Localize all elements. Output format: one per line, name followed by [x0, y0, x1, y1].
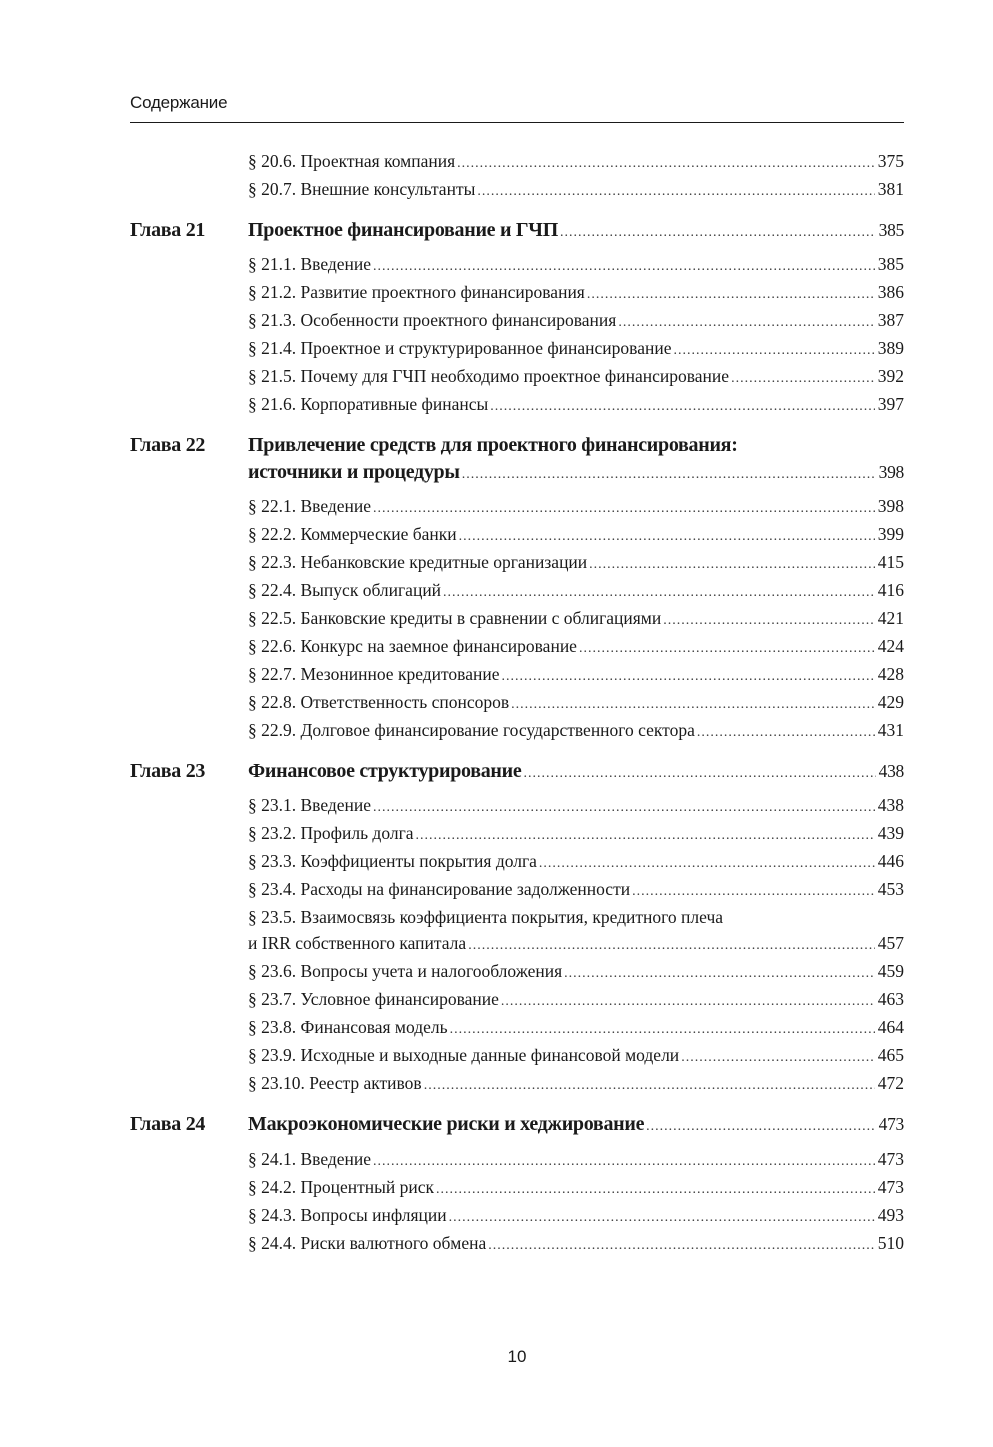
dot-leader [462, 467, 876, 483]
toc-entry-page: 446 [877, 851, 904, 871]
toc-entry-23-8 [248, 1017, 904, 1038]
toc-entry-page: 438 [877, 795, 904, 815]
toc-entry-label: § 23.1. Введение [248, 795, 372, 815]
toc-entry-label: § 23.6. Вопросы учета и налогообложения [248, 961, 563, 981]
toc-entry-page: 510 [877, 1233, 904, 1253]
toc-entry-page: 385 [878, 220, 904, 240]
toc-entry-20-6 [248, 151, 904, 172]
toc-entry-page: 392 [877, 366, 904, 386]
toc-entry-label: § 21.2. Развитие проектного финансирования [248, 282, 585, 302]
toc-entry-22-3 [248, 552, 904, 573]
dot-leader [490, 399, 875, 415]
toc-entry-page: 389 [877, 338, 904, 358]
toc-entry-label: § 22.6. Конкурс на заемное финансирование [248, 636, 577, 656]
dot-leader [632, 884, 875, 900]
toc-entry-24-3 [248, 1205, 904, 1226]
toc-entry-label: § 22.8. Ответственность спонсоров [248, 692, 510, 712]
dot-leader [488, 1238, 875, 1254]
toc-entry-page: 438 [878, 761, 904, 781]
dot-leader [459, 529, 875, 545]
toc-entry-label: § 24.4. Риски валютного обмена [248, 1233, 487, 1253]
toc-entry-label: § 23.2. Профиль долга [248, 823, 414, 843]
toc-entry-page: 473 [878, 1114, 904, 1134]
toc-entry-page: 463 [877, 989, 904, 1009]
chapter-24-label: Глава 24 [130, 1113, 206, 1135]
toc-entry-page: 493 [877, 1205, 904, 1225]
toc-entry-label: § 24.3. Вопросы инфляции [248, 1205, 447, 1225]
dot-leader [618, 315, 874, 331]
toc-entry-label: § 21.5. Почему для ГЧП необходимо проектное финансирование [248, 366, 730, 386]
toc-entry-23-5 [248, 933, 904, 954]
toc-entry-label: § 22.4. Выпуск облигаций [248, 580, 442, 600]
toc-entry-label: § 23.4. Расходы на финансирование задолженности [248, 879, 631, 899]
toc-entry-label: § 20.7. Внешние консультанты [248, 179, 476, 199]
toc-entry-page: 424 [877, 636, 904, 656]
toc-entry-label: § 23.8. Финансовая модель [248, 1017, 448, 1037]
dot-leader [443, 585, 875, 601]
dot-leader [673, 343, 874, 359]
dot-leader [579, 641, 875, 657]
toc-entry-page: 439 [877, 823, 904, 843]
toc-entry-page: 421 [877, 608, 904, 628]
toc-chapter-21 [248, 219, 904, 242]
toc-entry-label: § 23.9. Исходные и выходные данные финансовой модели [248, 1045, 680, 1065]
toc-entry-page: 453 [877, 879, 904, 899]
toc-entry-label: § 24.2. Процентный риск [248, 1177, 435, 1197]
chapter-22-label: Глава 22 [130, 434, 206, 456]
toc-entry-page: 399 [877, 524, 904, 544]
toc-entry-23-9 [248, 1045, 904, 1066]
dot-leader [501, 994, 875, 1010]
chapter-title: Финансовое структурирование [248, 760, 522, 782]
toc-entry-22-9 [248, 720, 904, 741]
toc-entry-label: § 22.2. Коммерческие банки [248, 524, 457, 544]
toc-entry-22-6 [248, 636, 904, 657]
chapter-23-label: Глава 23 [130, 760, 206, 782]
toc-entry-23-6 [248, 961, 904, 982]
toc-entry-label: § 21.4. Проектное и структурированное финансирование [248, 338, 672, 358]
toc-entry-20-7 [248, 179, 904, 200]
toc-entry-page: 398 [878, 462, 904, 482]
toc-entry-label: § 23.7. Условное финансирование [248, 989, 499, 1009]
toc-entry-page: 459 [877, 961, 904, 981]
toc-entry-label: § 22.7. Мезонинное кредитование [248, 664, 500, 684]
toc-entry-22-5 [248, 608, 904, 629]
dot-leader [564, 966, 875, 982]
toc-entry-page: 457 [877, 933, 904, 953]
toc-entry-24-4 [248, 1233, 904, 1254]
toc-entry-23-5-line1: § 23.5. Взаимосвязь коэффициента покрытия, кредитного плеча [248, 907, 724, 927]
toc-entry-23-10 [248, 1073, 904, 1094]
dot-leader [511, 697, 875, 713]
toc-entry-page: 397 [877, 394, 904, 414]
toc-entry-22-4 [248, 580, 904, 601]
dot-leader [373, 1154, 875, 1170]
toc-entry-22-1 [248, 496, 904, 517]
toc-entry-page: 472 [877, 1073, 904, 1093]
toc-entry-label: § 21.1. Введение [248, 254, 372, 274]
dot-leader [560, 225, 876, 241]
page-number: 10 [507, 1347, 527, 1366]
toc-entry-page: 428 [877, 664, 904, 684]
toc-entry-label: § 22.9. Долговое финансирование государственного сектора [248, 720, 695, 740]
toc-entry-label: § 22.1. Введение [248, 496, 372, 516]
toc-entry-22-7 [248, 664, 904, 685]
toc-entry-label: § 23.10. Реестр активов [248, 1073, 422, 1093]
toc-entry-page: 473 [877, 1149, 904, 1169]
running-header: Содержание [130, 93, 228, 112]
toc-entry-label: § 20.6. Проектная компания [248, 151, 456, 171]
toc-entry-21-2 [248, 282, 904, 303]
dot-leader [449, 1210, 875, 1226]
dot-leader [523, 766, 875, 782]
toc-entry-23-7 [248, 989, 904, 1010]
dot-leader [457, 156, 875, 172]
toc-entry-page: 386 [877, 282, 904, 302]
dot-leader [468, 938, 875, 954]
dot-leader [477, 184, 874, 200]
toc-entry-page: 416 [877, 580, 904, 600]
toc-entry-label-line2: и IRR собственного капитала [248, 933, 467, 953]
dot-leader [663, 613, 875, 629]
dot-leader [587, 287, 875, 303]
dot-leader [589, 557, 875, 573]
dot-leader [424, 1078, 875, 1094]
dot-leader [501, 669, 874, 685]
toc-entry-page: 398 [877, 496, 904, 516]
dot-leader [373, 501, 875, 517]
toc-entry-21-5 [248, 366, 904, 387]
chapter-title-line2: источники и процедуры [248, 461, 460, 483]
dot-leader [646, 1119, 875, 1135]
toc-entry-22-8 [248, 692, 904, 713]
dot-leader [436, 1182, 875, 1198]
toc-entry-page: 465 [877, 1045, 904, 1065]
chapter-title: Макроэкономические риски и хеджирование [248, 1113, 645, 1135]
toc-entry-21-3 [248, 310, 904, 331]
toc-entry-page: 473 [877, 1177, 904, 1197]
dot-leader [450, 1022, 875, 1038]
toc-entry-label: § 21.6. Корпоративные финансы [248, 394, 489, 414]
toc-entry-label: § 24.1. Введение [248, 1149, 372, 1169]
toc-entry-page: 429 [877, 692, 904, 712]
toc-entry-21-4 [248, 338, 904, 359]
toc-entry-21-6 [248, 394, 904, 415]
toc-chapter-24 [248, 1113, 904, 1136]
dot-leader [731, 371, 875, 387]
toc-entry-page: 415 [877, 552, 904, 572]
toc-entry-page: 464 [877, 1017, 904, 1037]
toc-entry-23-2 [248, 823, 904, 844]
toc-entry-24-2 [248, 1177, 904, 1198]
dot-leader [416, 828, 875, 844]
toc-entry-label: § 23.3. Коэффициенты покрытия долга [248, 851, 537, 871]
toc-entry-label: § 22.5. Банковские кредиты в сравнении с облигациями [248, 608, 662, 628]
toc-entry-23-3 [248, 851, 904, 872]
toc-entry-24-1 [248, 1149, 904, 1170]
toc-entry-page: 385 [877, 254, 904, 274]
toc-entry-page: 387 [877, 310, 904, 330]
toc-chapter-23 [248, 760, 904, 783]
dot-leader [373, 800, 875, 816]
chapter-title-line1: Привлечение средств для проектного финансирования: [248, 434, 738, 456]
toc-entry-label: § 21.3. Особенности проектного финансирования [248, 310, 617, 330]
toc-entry-page: 381 [877, 179, 904, 199]
dot-leader [681, 1050, 875, 1066]
chapter-title: Проектное финансирование и ГЧП [248, 219, 558, 241]
chapter-21-label: Глава 21 [130, 219, 206, 241]
toc-chapter-22 [248, 461, 904, 484]
toc-entry-page: 375 [877, 151, 904, 171]
dot-leader [697, 725, 875, 741]
toc-entry-22-2 [248, 524, 904, 545]
toc-entry-page: 431 [877, 720, 904, 740]
toc-entry-23-4 [248, 879, 904, 900]
dot-leader [539, 856, 875, 872]
toc-entry-23-1 [248, 795, 904, 816]
toc-entry-label: § 22.3. Небанковские кредитные организации [248, 552, 588, 572]
dot-leader [373, 259, 875, 275]
toc-entry-21-1 [248, 254, 904, 275]
